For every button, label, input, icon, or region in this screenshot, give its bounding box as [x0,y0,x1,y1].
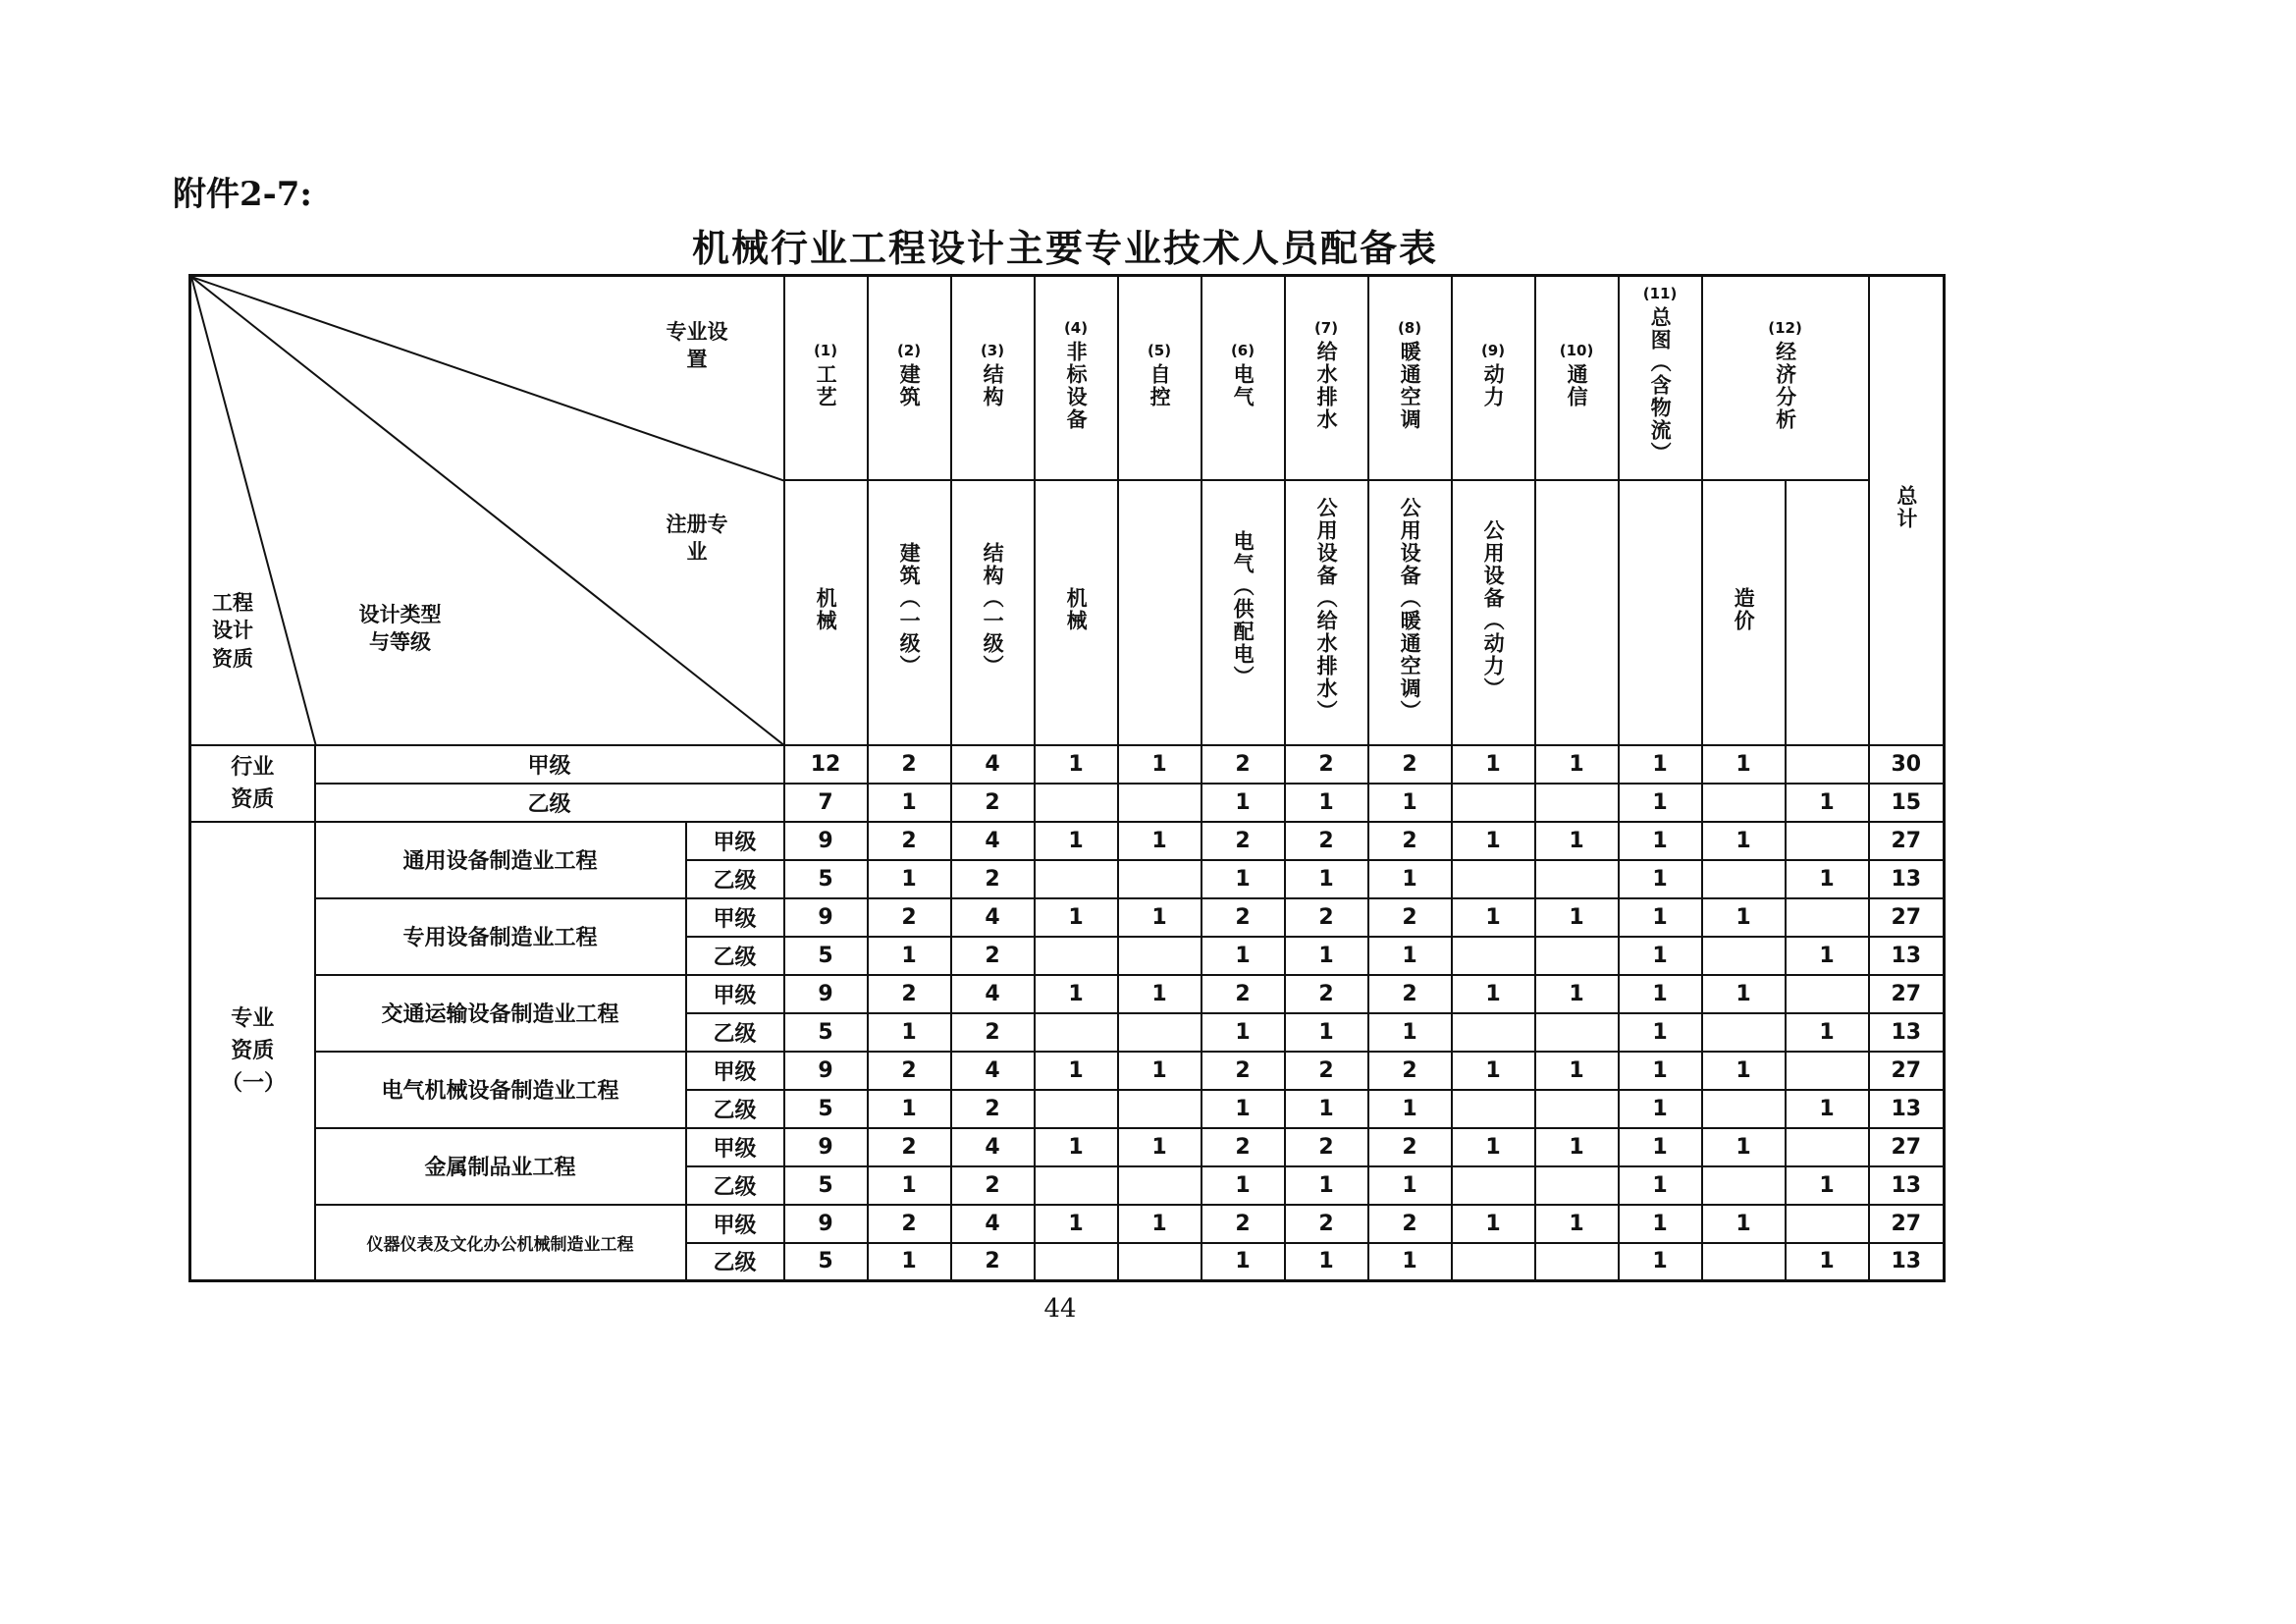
value-cell: 1 [1535,975,1619,1013]
specialty-header-2: (2) 建筑 [868,276,951,480]
registered-6: 电气（供配电） [1201,480,1285,745]
value-cell [1118,1243,1201,1281]
category-cell: 金属制品业工程 [315,1128,686,1205]
value-cell: 2 [868,1205,951,1243]
value-cell: 1 [1786,1243,1869,1281]
value-cell: 2 [951,1090,1035,1128]
value-cell: 1 [1786,784,1869,822]
value-cell: 2 [1368,1205,1452,1243]
value-cell [1452,860,1535,898]
registered-12a: 造价 [1702,480,1786,745]
value-cell: 2 [868,1128,951,1166]
registered-9: 公用设备（动力） [1452,480,1535,745]
value-cell [1035,1013,1118,1052]
value-cell [1118,860,1201,898]
value-cell: 1 [1786,1166,1869,1205]
value-cell [1702,937,1786,975]
specialty-header-9: (9) 动力 [1452,276,1535,480]
value-cell [1118,937,1201,975]
value-cell: 1 [1368,937,1452,975]
registered-11 [1619,480,1702,745]
value-cell: 1 [1619,937,1702,975]
value-cell [1702,1090,1786,1128]
corner-specialty-setting: 专业设置 [666,320,728,372]
value-cell [1452,1090,1535,1128]
value-cell: 2 [1368,1052,1452,1090]
value-cell [1118,1166,1201,1205]
value-cell: 9 [784,1052,868,1090]
level-cell: 甲级 [315,745,784,784]
total-cell: 13 [1869,937,1945,975]
value-cell: 1 [868,1013,951,1052]
value-cell [1702,860,1786,898]
value-cell [1535,1090,1619,1128]
registered-7: 公用设备（给水排水） [1285,480,1368,745]
value-cell: 1 [1285,1166,1368,1205]
registered-5 [1118,480,1201,745]
value-cell: 1 [868,937,951,975]
value-cell: 2 [1285,745,1368,784]
value-cell: 1 [1368,1166,1452,1205]
value-cell: 1 [1619,1013,1702,1052]
total-cell: 13 [1869,1013,1945,1052]
value-cell: 2 [1285,975,1368,1013]
value-cell: 1 [1285,1243,1368,1281]
value-cell: 2 [868,822,951,860]
specialty-header-11: (11) 总图（含物流） [1619,276,1702,480]
value-cell: 12 [784,745,868,784]
value-cell: 9 [784,975,868,1013]
value-cell: 2 [1201,822,1285,860]
value-cell: 1 [1619,1128,1702,1166]
value-cell: 2 [1285,1205,1368,1243]
value-cell: 1 [1702,822,1786,860]
table-row [190,1205,1945,1243]
value-cell: 2 [1285,822,1368,860]
registered-2: 建筑（一级） [868,480,951,745]
value-cell: 1 [1786,1090,1869,1128]
value-cell [1786,822,1869,860]
value-cell: 1 [1201,1090,1285,1128]
registered-8: 公用设备（暖通空调） [1368,480,1452,745]
value-cell: 2 [1368,745,1452,784]
total-header: 总计 [1869,276,1945,745]
table-row [190,975,1945,1013]
value-cell: 2 [1368,1128,1452,1166]
table-row [190,1052,1945,1090]
value-cell [1786,898,1869,937]
value-cell: 1 [1619,784,1702,822]
value-cell: 2 [1285,898,1368,937]
value-cell [1118,784,1201,822]
value-cell: 1 [1452,975,1535,1013]
value-cell: 1 [1786,860,1869,898]
value-cell: 1 [1619,1166,1702,1205]
value-cell: 1 [1368,860,1452,898]
value-cell: 2 [1201,745,1285,784]
value-cell [1118,1013,1201,1052]
table-title: 机械行业工程设计主要专业技术人员配备表 [691,227,1438,270]
value-cell: 1 [1702,745,1786,784]
value-cell [1786,975,1869,1013]
value-cell: 9 [784,822,868,860]
total-cell: 30 [1869,745,1945,784]
value-cell [1452,937,1535,975]
value-cell [1786,745,1869,784]
value-cell [1035,784,1118,822]
value-cell: 2 [1285,1052,1368,1090]
value-cell: 1 [1201,1243,1285,1281]
value-cell: 1 [1619,745,1702,784]
value-cell: 1 [868,1243,951,1281]
value-cell [1035,860,1118,898]
table-row [190,784,1945,822]
value-cell [1035,1090,1118,1128]
value-cell: 1 [1535,898,1619,937]
total-cell: 27 [1869,975,1945,1013]
corner-qualification: 工程设计资质 [212,591,253,671]
total-cell: 13 [1869,1090,1945,1128]
value-cell: 2 [868,975,951,1013]
value-cell: 1 [1786,937,1869,975]
value-cell: 1 [1619,898,1702,937]
value-cell: 5 [784,1013,868,1052]
value-cell: 1 [1619,975,1702,1013]
total-cell: 27 [1869,1052,1945,1090]
value-cell: 1 [1118,1128,1201,1166]
total-cell: 13 [1869,1166,1945,1205]
registered-12b [1786,480,1869,745]
value-cell: 1 [1702,1205,1786,1243]
value-cell: 1 [1035,898,1118,937]
value-cell: 2 [1201,1052,1285,1090]
value-cell: 1 [1535,1052,1619,1090]
specialty-header-12: (12) 经济分析 [1702,276,1869,480]
total-cell: 13 [1869,1243,1945,1281]
specialty-header-7: (7) 给水排水 [1285,276,1368,480]
value-cell: 1 [1201,860,1285,898]
value-cell: 1 [1619,1205,1702,1243]
value-cell [1535,937,1619,975]
value-cell: 2 [951,1243,1035,1281]
value-cell: 1 [868,784,951,822]
level-cell: 甲级 [686,822,784,860]
header-corner [190,276,784,745]
corner-registered-specialty: 注册专业 [666,513,728,565]
registered-4: 机械 [1035,480,1118,745]
value-cell: 2 [1201,898,1285,937]
value-cell [1452,1166,1535,1205]
total-cell: 27 [1869,898,1945,937]
value-cell: 1 [1619,1243,1702,1281]
value-cell: 2 [1368,975,1452,1013]
value-cell [1035,937,1118,975]
staffing-table [188,274,1946,1282]
value-cell [1786,1205,1869,1243]
value-cell: 1 [868,860,951,898]
value-cell: 1 [1118,822,1201,860]
value-cell: 1 [1702,975,1786,1013]
level-cell: 甲级 [686,1128,784,1166]
value-cell: 1 [1702,898,1786,937]
value-cell: 1 [1368,784,1452,822]
value-cell: 5 [784,860,868,898]
value-cell: 2 [868,898,951,937]
value-cell: 1 [1368,1090,1452,1128]
value-cell: 1 [1035,1128,1118,1166]
specialty-header-3: (3) 结构 [951,276,1035,480]
value-cell: 1 [1201,784,1285,822]
value-cell: 9 [784,1128,868,1166]
value-cell: 1 [1452,898,1535,937]
value-cell: 1 [1452,822,1535,860]
level-cell: 乙级 [686,1090,784,1128]
value-cell: 4 [951,822,1035,860]
value-cell: 1 [1368,1243,1452,1281]
value-cell: 1 [1452,745,1535,784]
category-cell: 通用设备制造业工程 [315,822,686,898]
value-cell: 2 [1368,822,1452,860]
value-cell: 1 [1452,1052,1535,1090]
value-cell: 9 [784,1205,868,1243]
registered-10 [1535,480,1619,745]
value-cell: 1 [1535,822,1619,860]
value-cell: 1 [868,1090,951,1128]
value-cell: 1 [1035,745,1118,784]
annex-label: 附件2-7: [173,175,312,214]
value-cell: 4 [951,1052,1035,1090]
category-cell: 仪器仪表及文化办公机械制造业工程 [315,1205,686,1281]
value-cell: 1 [1619,1090,1702,1128]
value-cell [1535,1243,1619,1281]
level-cell: 乙级 [315,784,784,822]
level-cell: 乙级 [686,1166,784,1205]
value-cell: 1 [1619,1052,1702,1090]
value-cell [1118,1090,1201,1128]
value-cell: 1 [1118,1205,1201,1243]
value-cell: 1 [1118,1052,1201,1090]
specialty-header-5: (5) 自控 [1118,276,1201,480]
value-cell: 1 [1702,1052,1786,1090]
value-cell: 1 [1368,1013,1452,1052]
level-cell: 甲级 [686,1052,784,1090]
level-cell: 甲级 [686,898,784,937]
value-cell: 1 [1786,1013,1869,1052]
value-cell: 4 [951,745,1035,784]
value-cell [1535,1013,1619,1052]
specialty-header-4: (4) 非标设备 [1035,276,1118,480]
value-cell: 2 [1201,1128,1285,1166]
total-cell: 27 [1869,1205,1945,1243]
value-cell [1452,1243,1535,1281]
value-cell: 1 [1285,1013,1368,1052]
table-row [190,898,1945,937]
value-cell [1452,1013,1535,1052]
level-cell: 乙级 [686,860,784,898]
value-cell [1535,860,1619,898]
value-cell: 2 [868,1052,951,1090]
value-cell: 9 [784,898,868,937]
value-cell: 1 [1535,1128,1619,1166]
value-cell: 7 [784,784,868,822]
total-cell: 13 [1869,860,1945,898]
value-cell [1535,1166,1619,1205]
total-cell: 27 [1869,1128,1945,1166]
value-cell [1535,784,1619,822]
value-cell: 2 [951,937,1035,975]
value-cell [1702,1166,1786,1205]
value-cell: 1 [1118,975,1201,1013]
value-cell [1702,784,1786,822]
value-cell: 1 [1702,1128,1786,1166]
value-cell: 2 [951,1166,1035,1205]
value-cell: 1 [1201,1166,1285,1205]
value-cell: 5 [784,1090,868,1128]
value-cell: 1 [1452,1128,1535,1166]
value-cell: 2 [1201,975,1285,1013]
industry-qualification-label: 行业资质 [190,745,315,822]
value-cell: 2 [951,784,1035,822]
level-cell: 乙级 [686,1013,784,1052]
value-cell: 1 [1452,1205,1535,1243]
value-cell: 1 [1201,937,1285,975]
category-cell: 电气机械设备制造业工程 [315,1052,686,1128]
value-cell: 4 [951,1128,1035,1166]
value-cell: 2 [951,860,1035,898]
value-cell [1786,1128,1869,1166]
value-cell: 1 [1619,860,1702,898]
specialty-header-1: (1) 工艺 [784,276,868,480]
specialty-header-10: (10) 通信 [1535,276,1619,480]
total-cell: 27 [1869,822,1945,860]
professional-qualification-label: 专业资质（一） [190,822,315,1281]
value-cell: 1 [1035,1205,1118,1243]
value-cell: 1 [1118,898,1201,937]
value-cell: 2 [1368,898,1452,937]
value-cell: 1 [1619,822,1702,860]
value-cell [1035,1243,1118,1281]
value-cell: 1 [1285,937,1368,975]
value-cell: 1 [1035,822,1118,860]
value-cell: 1 [1285,784,1368,822]
table-row [190,1128,1945,1166]
value-cell: 4 [951,898,1035,937]
value-cell: 1 [1535,745,1619,784]
specialty-header-6: (6) 电气 [1201,276,1285,480]
value-cell: 2 [1285,1128,1368,1166]
value-cell: 5 [784,937,868,975]
specialty-header-8: (8) 暖通空调 [1368,276,1452,480]
value-cell: 5 [784,1166,868,1205]
category-cell: 专用设备制造业工程 [315,898,686,975]
value-cell: 1 [868,1166,951,1205]
value-cell: 1 [1035,975,1118,1013]
total-cell: 15 [1869,784,1945,822]
level-cell: 乙级 [686,937,784,975]
value-cell: 1 [1201,1013,1285,1052]
corner-design-type-grade: 设计类型与等级 [358,603,442,655]
page-number: 44 [1043,1294,1077,1324]
value-cell: 1 [1285,1090,1368,1128]
value-cell: 1 [1118,745,1201,784]
value-cell [1786,1052,1869,1090]
table-row [190,745,1945,784]
table-row [190,822,1945,860]
level-cell: 甲级 [686,975,784,1013]
level-cell: 乙级 [686,1243,784,1281]
value-cell: 2 [951,1013,1035,1052]
value-cell: 4 [951,975,1035,1013]
value-cell [1452,784,1535,822]
value-cell [1035,1166,1118,1205]
value-cell: 5 [784,1243,868,1281]
registered-3: 结构（一级） [951,480,1035,745]
value-cell [1702,1013,1786,1052]
value-cell: 4 [951,1205,1035,1243]
level-cell: 甲级 [686,1205,784,1243]
value-cell: 2 [1201,1205,1285,1243]
value-cell [1702,1243,1786,1281]
value-cell: 1 [1285,860,1368,898]
registered-1: 机械 [784,480,868,745]
value-cell: 1 [1035,1052,1118,1090]
category-cell: 交通运输设备制造业工程 [315,975,686,1052]
value-cell: 2 [868,745,951,784]
value-cell: 1 [1535,1205,1619,1243]
